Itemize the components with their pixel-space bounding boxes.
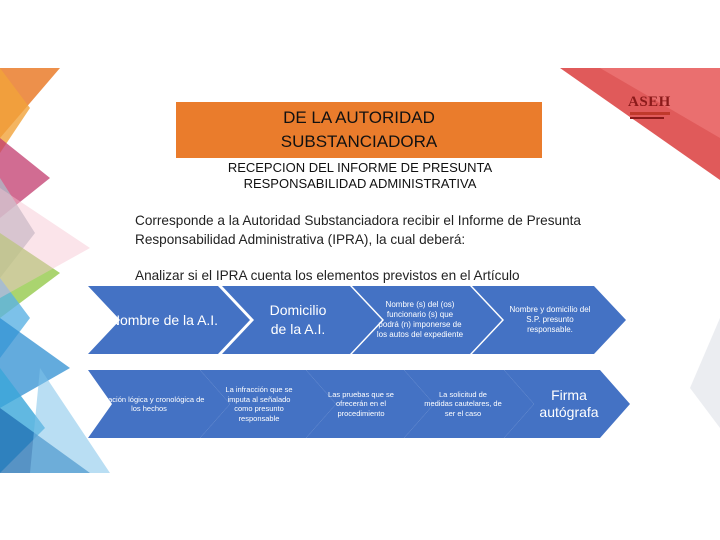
chevron-label: Nombre y domicilio del S.P. presunto responsable. <box>509 305 591 334</box>
chevron-label: Firma autógrafa <box>539 387 599 420</box>
chevron-label: La solicitud de medidas cautelares, de ser el caso <box>424 389 502 418</box>
chevron-label: Domicilio de la A.I. <box>269 302 327 337</box>
chevron-label: La infracción que se imputa al señalado como presunto responsable <box>225 385 293 423</box>
slide <box>0 68 720 473</box>
logo-wordmark: ASEH <box>628 94 671 110</box>
chevron-label: Las pruebas que se ofrecerán en el procedimiento <box>328 389 394 418</box>
title-line-2: SUBSTANCIADORA <box>280 132 438 151</box>
body-paragraph: Corresponde a la Autoridad Substanciadora recibir el Informe de Presunta Responsabilidad Administrativa (IPRA), la cual deberá: <box>135 213 581 247</box>
chevron-label: Nombre (s) del (os) funcionario (s) que podrá (n) imponerse de los autos del expediente <box>376 300 464 339</box>
title-line-1: DE LA AUTORIDAD <box>283 108 435 127</box>
chevron-label: Narración lógica y cronológica de los hechos <box>93 395 205 413</box>
chevron-label: Nombre de la A.I. <box>109 312 219 328</box>
subtitle-line-2: RESPONSABILIDAD ADMINISTRATIVA <box>243 176 477 191</box>
subtitle-line-1: RECEPCION DEL INFORME DE PRESUNTA <box>227 160 493 175</box>
body-paragraph-2: Analizar si el IPRA cuenta los elementos previstos en el Artículo <box>135 268 520 283</box>
